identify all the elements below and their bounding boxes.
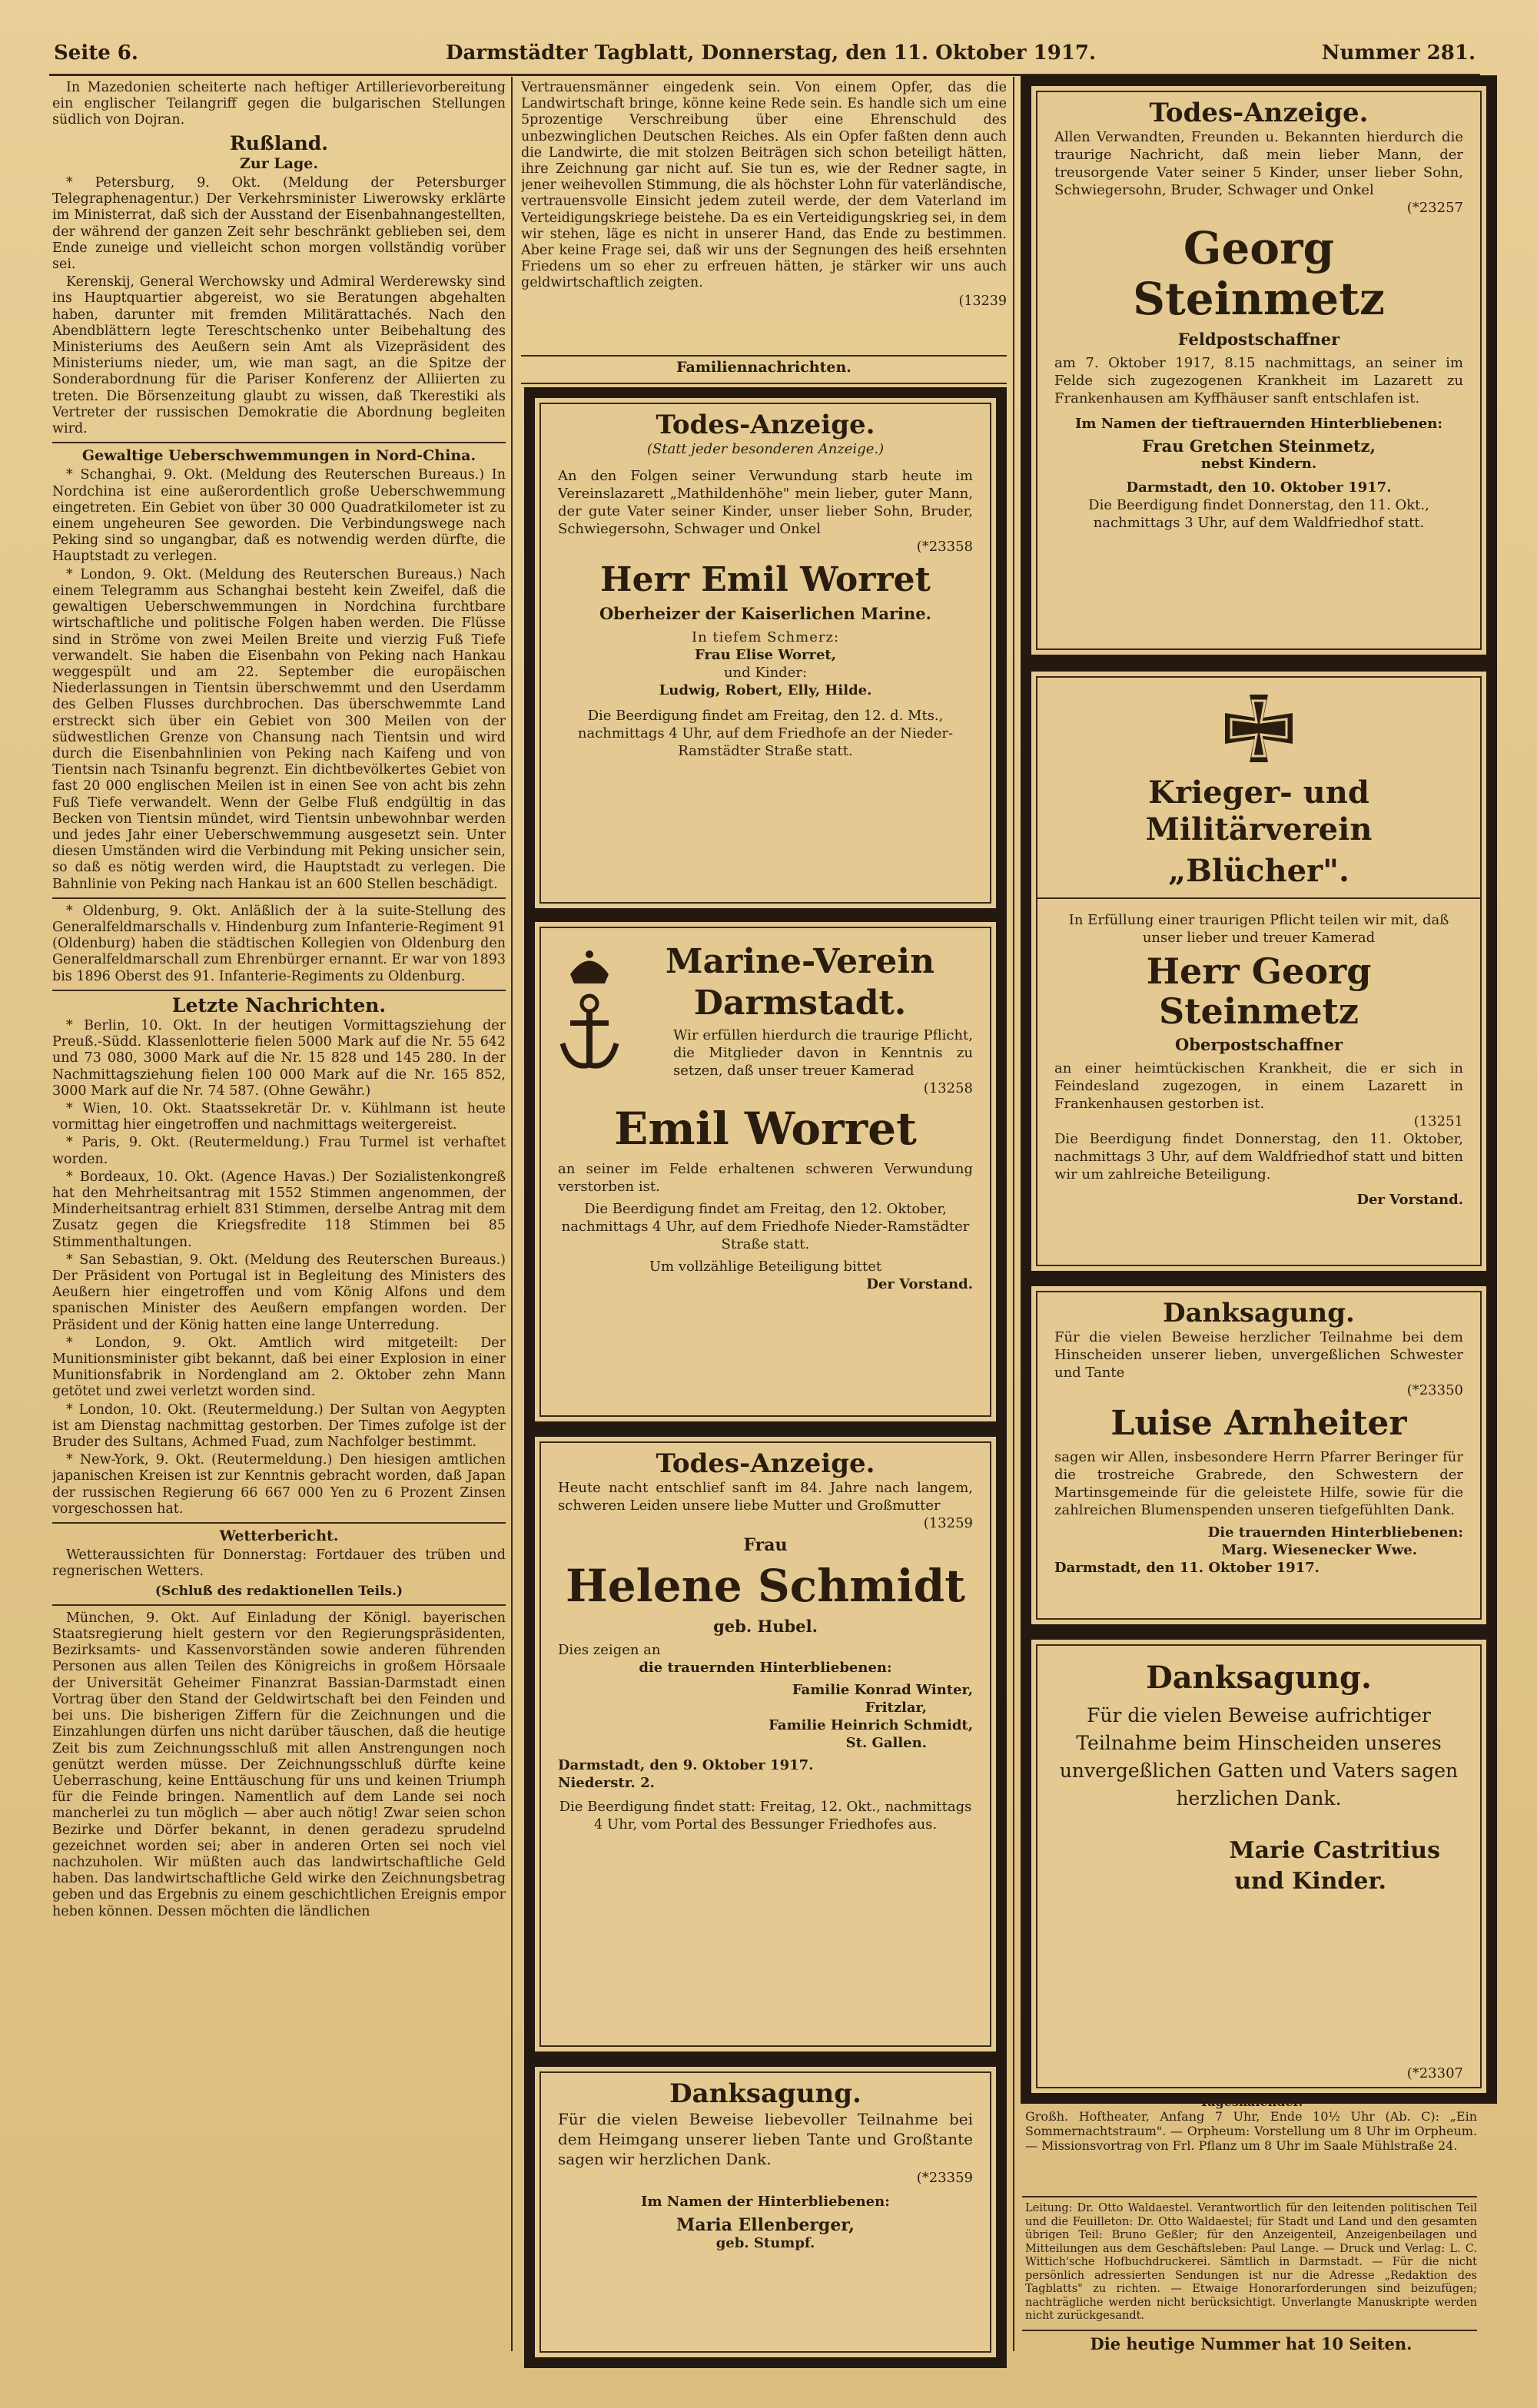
article-text: * London, 9. Okt. (Meldung des Reuterschen Bureaus.) Nach einem Telegramm aus Schanghai besteht kein Zweifel, daß die gewaltigen Ueberschwemmungen in Nordchina furchtbare wirtschaftliche und politische Folgen haben werden. Die Flüsse sind in Ströme von zwei Meilen Breite und vierzig Fuß Tiefe verwandelt. Sie haben die Eisenbahn von Peking nach Hankau weggespült und am 22. September die europäischen Niederlassungen in Tientsin überschwemmt und den Userdamm des Gelben Flusses durchbrochen. Das überschwemmte Land erstreckt sich über ein Gebiet von 300 Meilen von der südwestlichen Grenze von Chansung nach Tientsin und wird durch die Eisenbahnlinien von Peking nach Kaifeng und von Tientsin nach Tsinanfu begrenzt. Ein dichtbevölkertes Gebiet von fast 20 000 englischen Meilen ist in einen See von acht bis zehn Fuß Tiefe verwandelt. Wenn der Gelbe Fluß endgültig in das Becken von Tientsin mündet, wird Tientsin unbewohnbar werden und jedes Jahr einer Ueberschwemmung ausgesetzt sein. Unter diesen Umständen wird die Verbindung mit Peking unsicher sein, so daß es nötig werden wird, die Hauptstadt zu verlegen. Die Bahnlinie von Peking nach Hankau ist an 600 Stellen beschädigt.	[52, 566, 506, 892]
children-line: nebst Kindern.	[1200, 456, 1317, 472]
news-item: * Wien, 10. Okt. Staatssekretär Dr. v. Kühlmann ist heute vormittag hier eingetroffen und nachmittags weitergereist.	[52, 1100, 506, 1133]
notice-content	[539, 1441, 991, 2047]
address: Niederstr. 2.	[558, 1775, 655, 1791]
death-notice-worret	[524, 387, 1007, 919]
funeral-info: Die Beerdigung findet am Freitag, den 12. Oktober, nachmittags 4 Uhr, auf dem Friedhofe Nieder-Ramstädter Straße statt.	[561, 1201, 970, 1252]
news-column	[52, 80, 506, 2354]
news-item: * Bordeaux, 10. Okt. (Agence Havas.) Der Sozialistenkongreß hat den Mehrheitsantrag mit 1552 Stimmen angenommen, der Minderheitsantrag erhielt 831 Stimmen, derselbe Antrag mit dem Zusatz gegen die Kriegsfredite 118 Stimmen bei 85 Stimmenthaltungen.	[52, 1169, 506, 1250]
newspaper-title: Darmstädter Tagblatt, Donnerstag, den 11. Oktober 1917.	[446, 41, 1097, 65]
article-text: * Schanghai, 9. Okt. (Meldung des Reuterschen Bureaus.) In Nordchina ist eine außerordentlich große Ueberschwemmung eingetreten. Ein Gebiet von über 30 000 Quadratkilometer ist zu einem ungeheuren See geworden. Die Verbindungswege nach Peking sind so ungangbar, daß es notwendig werden dürfte, die Hauptstadt zu verlegen.	[52, 467, 506, 565]
thanks-arnheiter	[1021, 1275, 1497, 1635]
section-note: (Schluß des redaktionellen Teils.)	[154, 1583, 403, 1599]
news-item: * New-York, 9. Okt. (Reutermeldung.) Den hiesigen amtlichen japanischen Kreisen ist zur Kenntnis gebracht worden, daß Japan der russischen Regierung 66 667 000 Yen zu 6 Prozent Zinsen vorgeschossen hat.	[52, 1452, 506, 1517]
news-column-continued	[521, 80, 1007, 358]
notice-title: Danksagung.	[669, 2078, 861, 2109]
notice-title-line2: „Blücher".	[1168, 853, 1349, 889]
ad-code: (13251	[1413, 1113, 1463, 1129]
signer-birth-name: geb. Stumpf.	[715, 2235, 815, 2251]
and-line: und Kinder:	[723, 665, 808, 681]
notice-content	[1036, 1644, 1482, 2088]
funeral-info: Die Beerdigung findet Donnerstag, den 11. Okt., nachmittags 3 Uhr, auf dem Waldfriedhof statt.	[1088, 497, 1429, 531]
funeral-info: Die Beerdigung findet am Freitag, den 12. d. Mts., nachmittags 4 Uhr, auf dem Friedhofe an der Nieder-Ramstädter Straße statt.	[577, 708, 954, 759]
article-text: Wetteraussichten für Donnerstag: Fortdauer des trüben und regnerischen Wetters.	[52, 1547, 506, 1580]
ad-code: (*23257	[1406, 200, 1463, 216]
divider	[1022, 2196, 1477, 2197]
section-subtitle: Zur Lage.	[240, 154, 318, 172]
article-text: Kerenskij, General Werchowsky und Admiral Werderewsky sind ins Hauptquartier abgereist, wo sie Beratungen abgehalten haben, darunter mit fremden Militärattachés. Nach den Abendblättern legte Tereschtschenko unter Beibehaltung des Ministeriums des Aeußern sein Amt als Vizepräsident des Ministeriums nieder, um, wie man sagt, an die Spitze der Sonderabordnung für die Pariser Konferenz der Alliierten zu treten. Die Börsenzeitung glaubt zu wissen, daß Tkerestiki als Vertreter der russischen Demokratie die Abordnung begleiten wird.	[52, 274, 506, 437]
notice-text: Allen Verwandten, Freunden u. Bekannten hierdurch die traurige Nachricht, daß mein lieber Mann, der treusorgende Vater seiner 5 Kinder, unser lieber Sohn, Schwiegersohn, Bruder, Schwager und Onkel	[1054, 129, 1463, 198]
news-item: * Paris, 9. Okt. (Reutermeldung.) Frau Turmel ist verhaftet worden.	[52, 1135, 506, 1167]
ad-code: (*23358	[916, 539, 973, 555]
mourners-heading: die trauernden Hinterbliebenen:	[639, 1660, 892, 1676]
signer-family: und Kinder.	[1234, 1868, 1386, 1895]
notice-text-2: sagen wir Allen, insbesondere Herrn Pfarrer Beringer für die trostreiche Grabrede, den Schwestern der Martinsgemeinde für die geleistete Hilfe, sowie für die zahlreichen Blumenspenden unseren tiefgefühlten Dank.	[1054, 1449, 1463, 1518]
article-text: In Mazedonien scheiterte nach heftiger Artillerievorbereitung ein englischer Teilangriff gegen die bulgarischen Stellungen südlich von Dojran.	[52, 80, 506, 128]
notice-text-2: an seiner im Felde erhaltenen schweren Verwundung verstorben ist.	[558, 1161, 973, 1195]
children-names: Ludwig, Robert, Elly, Hilde.	[659, 682, 872, 698]
place-date: Darmstadt, den 11. Oktober 1917.	[1054, 1560, 1320, 1576]
ad-code: (13259	[923, 1515, 973, 1531]
ad-code: (*23307	[1406, 2065, 1463, 2081]
signature: Der Vorstand.	[866, 1276, 973, 1292]
article-text: München, 9. Okt. Auf Einladung der Königl. bayerischen Staatsregierung hielt gestern vor den Regierungspräsidenten, Bezirksamts- und Kassenvorständen sowie anderen führenden Personen aus allen Teilen des Königreichs in großem Hörsaale der Universität Geheimer Finanzrat Bassian-Darmstadt einen Vortrag über den Stand der Geldwirtschaft bei den Feinden und bei uns. Die bisherigen Ziffern für die Zeichnungen und die Einzahlungen dürfen uns nicht darüber täuschen, daß die heutige Zeit bis zum Zeichnungsschluß mit allen Anstrengungen noch genützt werden müsse. Der Zeichnungsschluß dürfte keine Ueberraschung, keine Enttäuschung für uns und keinen Triumph für die Feinde bringen. Namentlich auf dem Lande sei noch mancherlei zu tun möglich — aber auch nötig! Zwar seien schon Bezirke und Dörfer bekannt, in denen geradezu sprudelnd gezeichnet worden sei; aber in anderen Orten sei noch viel nachzuholen. Wir müßten auch das landwirtschaftliche Geld haben. Das landwirtschaftliche Geld wirke den Zeichnungsbetrag geben und das Ergebnis zu einem geschichtlichen Ereignis empor heben können. Dessen möchten die ländlichen	[52, 1610, 506, 1919]
deceased-name: Luise Arnheiter	[1110, 1404, 1407, 1443]
thanks-ellenberger	[524, 2056, 1007, 2368]
notice-text: Für die vielen Beweise liebevoller Teilnahme bei dem Heimgang unserer lieben Tante und Großtante sagen wir herzlichen Dank.	[558, 2110, 973, 2168]
section-title: Letzte Nachrichten.	[171, 993, 387, 1017]
divider	[52, 1604, 506, 1606]
kriegerverein-notice	[1021, 661, 1497, 1282]
notice-text-2: an einer heimtückischen Krankheit, die er sich in Feindesland zugezogen, in einem Lazarett in Frankenhausen gestorben ist.	[1054, 1060, 1463, 1112]
death-notice-steinmetz	[1021, 75, 1497, 665]
divider	[52, 442, 506, 443]
notice-title: Todes-Anzeige.	[1149, 98, 1369, 128]
signer-name: Marie Castritius	[1229, 1837, 1440, 1864]
page-header	[54, 37, 1476, 68]
deceased-name: Herr Emil Worret	[600, 560, 931, 599]
death-notice-schmidt	[524, 1426, 1007, 2062]
issue-number: Nummer 281.	[1321, 41, 1476, 65]
column-rule-1	[511, 77, 513, 2351]
signer-name: Marg. Wiesenecker Wwe.	[1221, 1542, 1417, 1558]
divider	[52, 897, 506, 899]
notice-title-line2: Darmstadt.	[693, 983, 907, 1023]
deceased-name: Emil Worret	[614, 1103, 917, 1155]
participation-plea: Um vollzählige Beteiligung bittet	[649, 1259, 882, 1275]
family-2: Familie Heinrich Schmidt,	[768, 1717, 973, 1733]
thanks-castritius	[1021, 1629, 1497, 2104]
notice-title: Todes-Anzeige.	[656, 1448, 875, 1479]
notice-text-2: am 7. Oktober 1917, 8.15 nachmittags, an seiner im Felde sich zugezogenen Krankheit im Lazarett zu Frankenhausen am Kyffhäuser sanft entschlafen ist.	[1054, 355, 1463, 406]
deceased-name: Georg Steinmetz	[1133, 222, 1385, 325]
news-item: * Berlin, 10. Okt. In der heutigen Vormittagsziehung der Preuß.-Südd. Klassenlotterie fielen 5000 Mark auf die Nr. 55 642 und 73 080, 3000 Mark auf die Nr. 15 828 und 145 280. In der Nachmittagsziehung fielen 100 000 Mark auf die Nr. 165 852, 3000 Mark auf die Nr. 74 587. (Ohne Gewähr.)	[52, 1017, 506, 1099]
notice-content	[1036, 91, 1482, 650]
page-number: Seite 6.	[54, 41, 138, 65]
widow-name: Frau Elise Worret,	[695, 647, 836, 663]
family-1-place: Fritzlar,	[865, 1700, 927, 1716]
funeral-info: Die Beerdigung findet statt: Freitag, 12. Okt., nachmittags 4 Uhr, vom Portal des Bessunger Friedhofes aus.	[559, 1799, 972, 1833]
news-item: * London, 9. Okt. Amtlich wird mitgeteilt: Der Munitionsminister gibt bekannt, daß bei einer Explosion in einer Munitionsfabrik in Nordengland am 2. Oktober zehn Mann getötet und zwei verletzt worden sind.	[52, 1335, 506, 1400]
article-text: * Oldenburg, 9. Okt. Anläßlich der à la suite-Stellung des Generalfeldmarschalls v. Hindenburg zum Infanterie-Regiment 91 (Oldenburg) haben die städtischen Kollegien von Oldenburg den Generalfeldmarschall zum Ehrenbürger ernannt. Er war von 1893 bis 1896 Oberst des 91. Infanterie-Regiments zu Oldenburg.	[52, 903, 506, 984]
day-calendar	[1025, 2095, 1477, 2194]
news-item: * San Sebastian, 9. Okt. (Meldung des Reuterschen Bureaus.) Der Präsident von Portugal ist in Begleitung des Ministers des Aeußern hier eingetroffen und vom König Alfons und dem spanischen Minister des Aeußern empfangen worden. Der Präsident und der König hatten eine lange Unterredung.	[52, 1252, 506, 1333]
anchor-crown-icon	[555, 944, 624, 1074]
deceased-rank: Oberheizer der Kaiserlichen Marine.	[599, 604, 931, 623]
notice-content	[1036, 676, 1482, 1266]
marine-verein-notice	[524, 911, 1007, 1432]
deceased-name: Herr Georg Steinmetz	[1146, 950, 1372, 1032]
article-text: * Petersburg, 9. Okt. (Meldung der Petersburger Telegraphenagentur.) Der Verkehrsminister Liwerowsky erklärte im Ministerrat, daß sich der Ausstand der Eisenbahnangestellten, der während der ganzen Zeit sehr beschränkt geblieben sei, dem Ende zuneige und vielleicht schon morgen vollständig vorüber sei.	[52, 175, 506, 273]
section-title: Wetterbericht.	[219, 1527, 339, 1545]
notice-text: An den Folgen seiner Verwundung starb heute im Vereinslazarett „Mathildenhöhe" mein lieber, guter Mann, der gute Vater seiner Kinder, unser lieber Sohn, Bruder, Schwiegersohn, Schwager und Onkel	[558, 468, 973, 537]
notice-text: Heute nacht entschlief sanft im 84. Jahre nach langem, schweren Leiden unsere liebe Mutter und Großmutter	[558, 1480, 973, 1514]
mourning-line: In tiefem Schmerz:	[691, 629, 840, 645]
divider	[52, 1522, 506, 1524]
signer-name: Maria Ellenberger,	[676, 2215, 855, 2235]
notice-title-line1: Marine-Verein	[665, 942, 935, 981]
ad-code: (13258	[923, 1080, 973, 1096]
ad-code: (*23350	[1406, 1382, 1463, 1398]
notice-text: In Erfüllung einer traurigen Pflicht teilen wir mit, daß unser lieber und treuer Kamerad	[1068, 912, 1449, 946]
place-date: Darmstadt, den 9. Oktober 1917.	[558, 1757, 814, 1773]
signature-heading: Im Namen der tieftrauernden Hinterbliebenen:	[1074, 416, 1442, 432]
notice-content	[539, 2071, 991, 2353]
section-title: Gewaltige Ueberschwemmungen in Nord-China.	[81, 447, 476, 465]
calendar-text: Großh. Hoftheater, Anfang 7 Uhr, Ende 10½ Uhr (Ab. C): „Ein Sommernachtstraum". — Orpheum: Vorstellung um 8 Uhr im Orpheum. — Missionsvortrag von Frl. Pflanz um 8 Uhr im Saale Mühlstraße 24.	[1025, 2109, 1477, 2153]
divider	[521, 355, 1007, 357]
divider	[1022, 2330, 1477, 2331]
notice-subtitle: (Statt jeder besonderen Anzeige.)	[646, 441, 885, 457]
deceased-rank: Feldpostschaffner	[1177, 330, 1340, 349]
divider	[1037, 897, 1480, 899]
family-1: Familie Konrad Winter,	[792, 1682, 973, 1698]
place-date: Darmstadt, den 10. Oktober 1917.	[1126, 479, 1392, 496]
family-news-heading: Familiennachrichten.	[676, 359, 851, 376]
iron-cross-icon	[1054, 692, 1463, 770]
notice-title: Danksagung.	[1146, 1660, 1372, 1696]
notice-text: Für die vielen Beweise aufrichtiger Teilnahme beim Hinscheiden unseres unvergeßlichen Gatten und Vaters sagen herzlichen Dank.	[1059, 1704, 1459, 1809]
notice-content	[539, 403, 991, 904]
column-rule-2	[1013, 77, 1014, 2351]
signature: Der Vorstand.	[1356, 1192, 1463, 1208]
notice-title-line1: Krieger- und Militärverein	[1145, 774, 1373, 847]
widow-name: Frau Gretchen Steinmetz,	[1142, 436, 1376, 456]
notice-title: Danksagung.	[1163, 1298, 1355, 1328]
notice-title: Todes-Anzeige.	[656, 410, 875, 440]
signature-heading: Die trauernden Hinterbliebenen:	[1207, 1524, 1463, 1541]
ad-code: (13239	[958, 293, 1007, 309]
notice-text: Wir erfüllen hierdurch die traurige Pflicht, die Mitglieder davon in Kenntnis zu setzen, daß unser treuer Kamerad	[673, 1027, 973, 1079]
birth-name: geb. Hubel.	[713, 1617, 818, 1636]
deceased-rank: Oberpostschaffner	[1174, 1035, 1343, 1054]
intro-line: Dies zeigen an	[558, 1642, 661, 1658]
ad-code: (*23359	[916, 2170, 973, 2186]
calendar-title: Tageskalender.	[1199, 2095, 1303, 2109]
title-frau: Frau	[743, 1535, 788, 1555]
article-text: Vertrauensmänner eingedenk sein. Von einem Opfer, das die Landwirtschaft bringe, könne keine Rede sein. Es handle sich um eine 5prozentige Verschreibung über eine Ehrenschuld des unbezwinglichen Deutschen Reiches. Als ein Opfer faßten denn auch die Landwirte, die mit stolzen Beiträgen sich schon beteiligt hätten, ihre Zeichnung gar nicht auf. Sie tun es, wie der Redner sagte, in jener weihevollen Stimmung, die als höchster Lohn für vaterländische, vertrauensvolle Einsicht jedem zuteil werde, der dem Vaterland im Verteidigungskriege beistehe. Da es ein Verteidigungskrieg sei, in dem wir stehen, läge es nicht in unserer Hand, das Ende zu bestimmen. Aber keine Frage sei, daß wir uns der Segnungen des heiß ersehnten Friedens um so eher zu erfreuen hätten, je stärker wir uns auch geldwirtschaftlich zeigten.	[521, 80, 1007, 291]
family-2-place: St. Gallen.	[845, 1735, 927, 1751]
notice-content	[539, 927, 991, 1417]
page-count-note: Die heutige Nummer hat 10 Seiten.	[1090, 2334, 1413, 2353]
deceased-name: Helene Schmidt	[565, 1560, 966, 1612]
imprint: Leitung: Dr. Otto Waldaestel. Verantwortlich für den leitenden politischen Teil und die Feuilleton: Dr. Otto Waldaestel; für Stadt und Land und den gesamten übrigen Teil: Bruno Geßler; für den Anzeigenteil, Anzeigenbeilagen und Mitteilungen aus dem Geschäftsleben: Paul Lange. — Druck und Verlag: L. C. Wittich'sche Hofbuchdruckerei. Sämtlich in Darmstadt. — Für die nicht persönlich adressierten Sendungen ist nur die Adresse „Redaktion des Tagblatts" zu richten. — Etwaige Honorarforderungen sind beizufügen; nachträgliche werden nicht berücksichtigt. Unverlangte Manuskripte werden nicht zurückgesandt.	[1025, 2202, 1477, 2322]
news-item: * London, 10. Okt. (Reutermeldung.) Der Sultan von Aegypten ist am Dienstag nachmittag gestorben. Der Times zufolge ist der Bruder des Sultans, Achmed Fuad, zum Nachfolger bestimmt.	[52, 1401, 506, 1451]
divider	[52, 990, 506, 991]
funeral-info: Die Beerdigung findet Donnerstag, den 11. Oktober, nachmittags 3 Uhr, auf dem Waldfriedhof statt und bitten wir um zahlreiche Beteiligung.	[1054, 1131, 1463, 1182]
notice-text: Für die vielen Beweise herzlicher Teilnahme bei dem Hinscheiden unserer lieben, unvergeßlichen Schwester und Tante	[1054, 1329, 1463, 1381]
notice-content	[1036, 1291, 1482, 1620]
divider	[521, 383, 1007, 384]
section-title: Rußland.	[229, 131, 328, 154]
signature-heading: Im Namen der Hinterbliebenen:	[641, 2194, 890, 2210]
